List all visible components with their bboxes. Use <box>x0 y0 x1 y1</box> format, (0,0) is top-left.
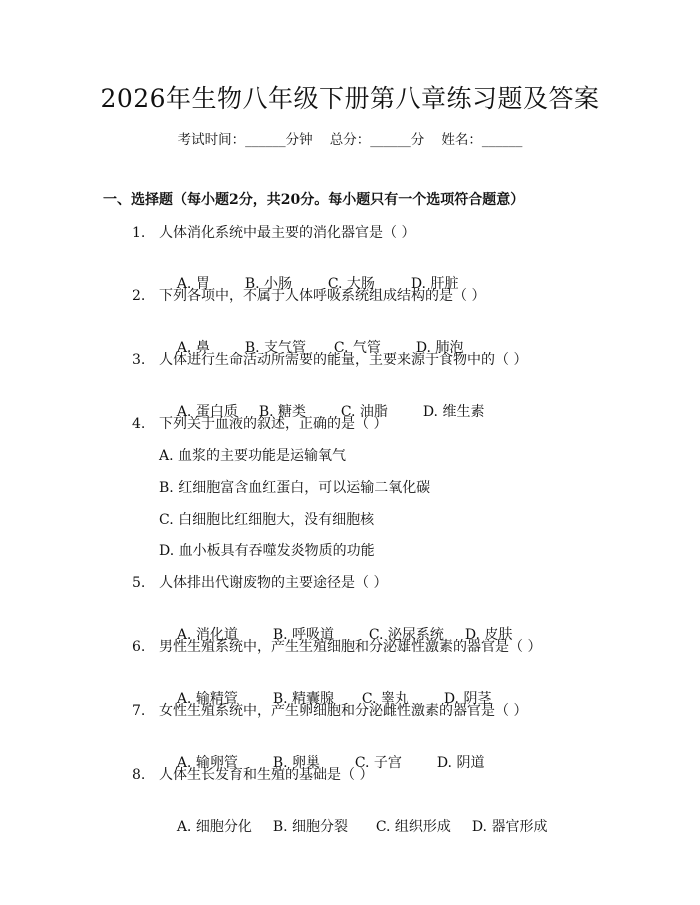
question-number: 1. <box>132 225 146 241</box>
question-stem: 下列各项中，不属于人体呼吸系统组成结构的是（ ） <box>159 288 486 304</box>
question-4-option-b: B. 红细胞富含血红蛋白，可以运输二氧化碳 <box>159 480 431 496</box>
question-stem: 人体消化系统中最主要的消化器官是（ ） <box>159 225 416 241</box>
page-title: 2026年生物八年级下册第八章练习题及答案 <box>100 84 600 113</box>
question-4-option-d: D. 血小板具有吞噬发炎物质的功能 <box>159 543 375 559</box>
question-4 <box>132 414 387 434</box>
option-c: C. 油脂 <box>340 404 388 420</box>
option-a: A. 输卵管 <box>176 755 238 771</box>
option-c: C. 子宫 <box>354 755 402 771</box>
question-number: 3. <box>132 352 146 368</box>
question-stem: 人体生长发育和生殖的基础是（ ） <box>159 767 374 783</box>
option-a: A. 细胞分化 <box>176 819 252 835</box>
question-8 <box>132 765 373 785</box>
option-d: D. 维生素 <box>422 404 485 420</box>
option-c: C. 组织形成 <box>375 819 451 835</box>
question-stem: 男性生殖系统中，产生生殖细胞和分泌雄性激素的器官是（ ） <box>159 639 542 655</box>
question-6 <box>132 637 541 657</box>
option-b: B. 小肠 <box>244 276 293 292</box>
option-b: B. 卵巢 <box>272 755 321 771</box>
exam-info-line: 考试时间：______分钟 总分：______分 姓名：______ <box>177 132 523 148</box>
question-4-option-a: A. 血浆的主要功能是运输氧气 <box>159 448 347 464</box>
question-stem: 人体排出代谢废物的主要途径是（ ） <box>159 575 388 591</box>
question-number: 2. <box>132 288 146 304</box>
option-d: D. 阴道 <box>436 755 485 771</box>
option-b: B. 精囊腺 <box>272 691 335 707</box>
option-d: D. 肝脏 <box>410 276 459 292</box>
question-8-options <box>159 797 547 857</box>
option-b: B. 糖类 <box>258 404 307 420</box>
option-a: A. 消化道 <box>176 627 238 643</box>
question-number: 8. <box>132 767 146 783</box>
option-d: D. 皮肤 <box>464 627 513 643</box>
question-number: 6. <box>132 639 146 655</box>
question-5 <box>132 573 387 593</box>
question-3 <box>132 350 527 370</box>
option-d: D. 阴茎 <box>443 691 492 707</box>
question-2 <box>132 286 485 306</box>
question-stem: 女性生殖系统中，产生卵细胞和分泌雌性激素的器官是（ ） <box>159 703 528 719</box>
option-d: D. 器官形成 <box>471 819 548 835</box>
option-a: A. 蛋白质 <box>176 404 238 420</box>
option-c: C. 睾丸 <box>361 691 409 707</box>
question-7 <box>132 701 527 721</box>
option-d: D. 肺泡 <box>415 340 464 356</box>
option-b: B. 呼吸道 <box>272 627 335 643</box>
section-heading: 一、选择题（每小题2分，共20分。每小题只有一个选项符合题意） <box>103 192 525 208</box>
option-a: A. 输精管 <box>176 691 238 707</box>
question-1 <box>132 223 415 243</box>
option-c: C. 气管 <box>333 340 381 356</box>
option-c: C. 大肠 <box>327 276 375 292</box>
option-b: B. 支气管 <box>244 340 307 356</box>
question-stem: 人体进行生命活动所需要的能量，主要来源于食物中的（ ） <box>159 352 528 368</box>
option-a: A. 鼻 <box>176 340 210 356</box>
question-stem: 下列关于血液的叙述，正确的是（ ） <box>159 416 388 432</box>
question-number: 7. <box>132 703 146 719</box>
option-b: B. 细胞分裂 <box>272 819 349 835</box>
option-c: C. 泌尿系统 <box>368 627 444 643</box>
option-a: A. 胃 <box>176 276 210 292</box>
question-number: 5. <box>132 575 146 591</box>
question-number: 4. <box>132 416 146 432</box>
question-4-option-c: C. 白细胞比红细胞大，没有细胞核 <box>159 512 375 528</box>
